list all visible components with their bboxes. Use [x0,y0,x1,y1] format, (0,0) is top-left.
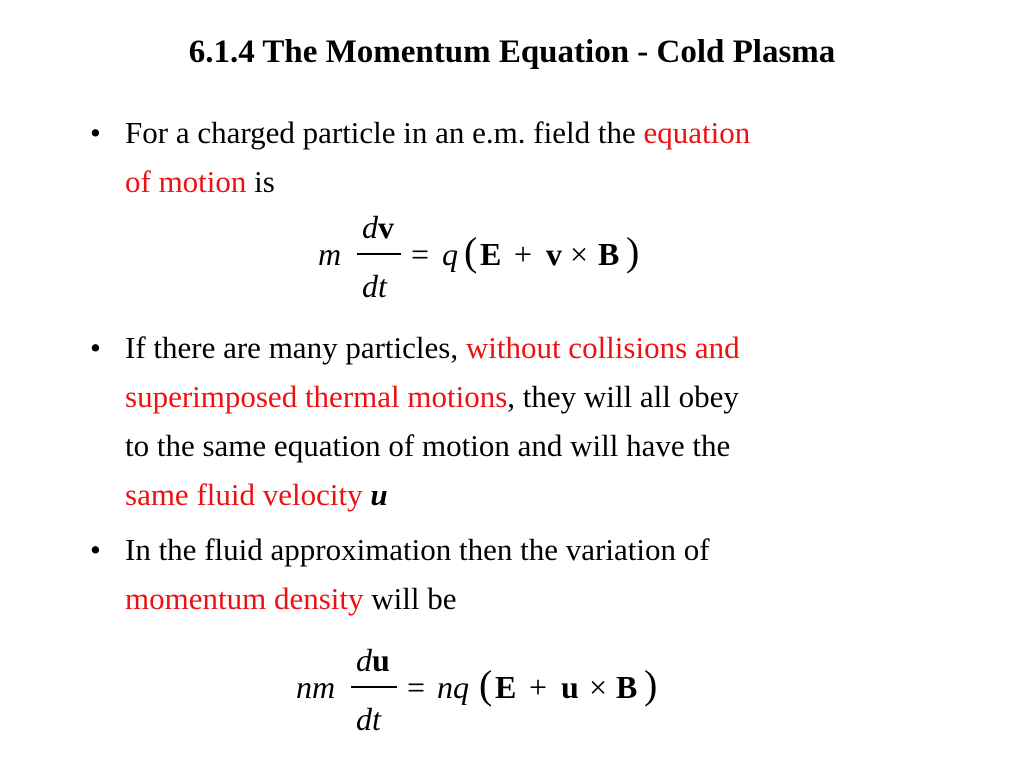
bullet-2-text-a: If there are many particles, [125,330,466,365]
eq2-denominator: dt [356,701,381,737]
bullet-1 [90,108,950,208]
eq1-num-v: v [378,209,394,245]
eq2-num-u: u [372,642,390,678]
bullet-2-text-b: , they will all obey [507,379,739,414]
bullet-2-line-3: to the same equation of motion and will have the [125,428,731,463]
bullet-2 [90,323,950,523]
bullet-2-line-4 [125,470,935,519]
bullet-2-highlight-a: without collisions and [465,330,740,365]
eq1-plus: + [514,236,533,272]
fluid-velocity-symbol: u [370,477,388,512]
eq2-B: B [616,669,638,705]
eq1-fraction-bar [357,253,401,255]
bullet-3-text-b: will be [363,581,457,616]
bullet-2-line-2 [125,372,935,421]
eq2-plus: + [529,669,548,705]
bullet-3-text [125,525,935,623]
bullet-2-highlight-c: same fluid velocity [125,477,371,512]
eq1-v: v [546,236,562,272]
eq2-numerator [356,644,390,676]
bullet-2-line-1 [125,323,935,372]
bullet-1-line-2 [125,157,935,206]
bullet-1-text [125,108,935,206]
bullet-3-line-2 [125,574,935,623]
eq1-E: E [480,236,502,272]
bullet-3-highlight: momentum density [125,581,364,616]
bullet-marker: • [90,115,101,150]
eq2-coef: nq [437,669,469,705]
bullet-1-text-b: is [246,164,275,199]
bullet-1-text-a: For a charged particle in an e.m. field the [125,115,644,150]
eq1-B: B [598,236,620,272]
eq2-times: × [589,669,608,705]
eq2-left-paren: ( [479,662,493,707]
eq1-left-paren: ( [464,229,478,274]
bullet-1-line-1 [125,108,935,157]
bullet-2-highlight-b: superimposed thermal motions [125,379,508,414]
eq1-numerator [362,211,394,243]
eq1-charge: q [442,236,458,272]
eq1-equals: = [411,236,430,272]
eq2-E: E [495,669,517,705]
eq1-denominator: dt [362,268,387,304]
bullet-1-highlight-a: equation [643,115,751,150]
bullet-marker: • [90,532,101,567]
momentum-density-equation [296,638,676,738]
eq2-lhs: nm [296,669,336,705]
eq2-fraction-bar [351,686,397,688]
eq2-num-d: d [356,642,372,678]
bullet-marker: • [90,330,101,365]
eq1-num-d: d [362,209,378,245]
bullet-3 [90,525,950,625]
bullet-2-text [125,323,935,519]
bullet-1-highlight-b: of motion [125,164,247,199]
bullet-3-line-1: In the fluid approximation then the variation of [125,532,710,567]
eq1-mass: m [318,236,342,272]
equation-of-motion [318,205,658,305]
eq1-right-paren: ) [626,229,640,274]
eq2-right-paren: ) [644,662,658,707]
eq2-equals: = [407,669,426,705]
eq1-times: × [570,236,589,272]
eq2-u: u [561,669,579,705]
slide-title: 6.1.4 The Momentum Equation - Cold Plasma [188,34,836,70]
